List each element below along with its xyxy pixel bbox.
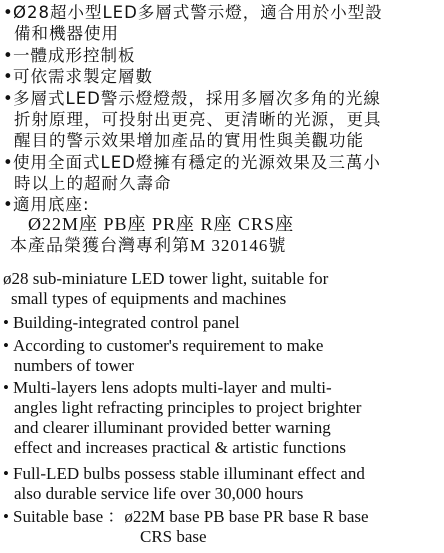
en-item-4-line-4: effect and increases practical & artistic functions — [14, 438, 346, 457]
en-item-3-line-1: According to customer's requirement to make — [13, 336, 324, 355]
zh-bases-line: Ø22M座 PB座 PR座 R座 CRS座 — [28, 214, 295, 234]
en-item-6-line-2: CRS base — [140, 527, 207, 546]
zh-item-5-line-2: 時以上的超耐久壽命 — [14, 174, 172, 193]
en-item-2 — [3, 313, 441, 333]
zh-item-4-line-3: 醒目的警示效果增加產品的實用性與美觀功能 — [14, 131, 364, 150]
zh-item-4-line-1: 多層式LED警示燈燈殼，採用多層次多角的光線 — [13, 89, 381, 108]
bullet: • — [3, 313, 9, 332]
zh-item-6 — [3, 194, 441, 215]
en-item-1-line-1: ø28 sub-miniature LED tower light, suitable for — [3, 269, 329, 288]
bullet: • — [3, 89, 14, 108]
zh-item-3-text: 可依需求製定層數 — [13, 67, 153, 86]
zh-item-1-line-2: 備和機器使用 — [14, 24, 119, 43]
en-item-6-line-1: Suitable base ：ø22M base PB base PR base R base — [13, 507, 369, 526]
en-item-3 — [3, 336, 441, 376]
bullet: • — [3, 336, 9, 355]
en-item-1-line-2: small types of equipments and machines — [11, 289, 287, 308]
bullet: • — [3, 195, 14, 214]
en-item-3-line-2: numbers of tower — [14, 356, 134, 375]
zh-item-4-line-2: 折射原理，可投射出更亮、更清晰的光源，更具 — [14, 110, 382, 129]
en-item-5 — [3, 464, 441, 504]
zh-item-6-text: 適用底座: — [13, 195, 90, 214]
zh-item-3 — [3, 66, 441, 87]
zh-patent-line: 本產品榮獲台灣專利第M 320146號 — [10, 236, 287, 255]
zh-item-5 — [3, 152, 441, 194]
en-item-6 — [3, 507, 441, 547]
en-item-1 — [3, 269, 441, 309]
zh-item-1-line-1: Ø28超小型LED多層式警示燈，適合用於小型設 — [13, 3, 383, 22]
en-item-5-line-1: Full-LED bulbs possess stable illuminant effect and — [13, 464, 365, 483]
bullet: • — [3, 67, 14, 86]
bullet: • — [3, 378, 9, 397]
en-item-2-text: Building-integrated control panel — [13, 313, 240, 332]
en-item-4-line-3: and clearer illuminant provided better warning — [14, 418, 331, 437]
zh-item-1 — [3, 2, 441, 44]
bullet: • — [3, 464, 9, 483]
en-item-4-line-2: angles light refracting principles to project brighter — [14, 398, 362, 417]
en-item-4 — [3, 378, 441, 458]
zh-item-2 — [3, 45, 441, 66]
zh-item-5-line-1: 使用全面式LED燈擁有穩定的光源效果及三萬小 — [13, 153, 381, 172]
bullet: • — [3, 153, 14, 172]
en-item-5-line-2: also durable service life over 30,000 hours — [14, 484, 304, 503]
en-item-4-line-1: Multi-layers lens adopts multi-layer and multi- — [13, 378, 332, 397]
bullet: • — [3, 46, 14, 65]
bullet: • — [3, 3, 14, 22]
bullet: • — [3, 507, 9, 526]
zh-item-2-text: 一體成形控制板 — [13, 46, 136, 65]
zh-item-4 — [3, 88, 441, 151]
